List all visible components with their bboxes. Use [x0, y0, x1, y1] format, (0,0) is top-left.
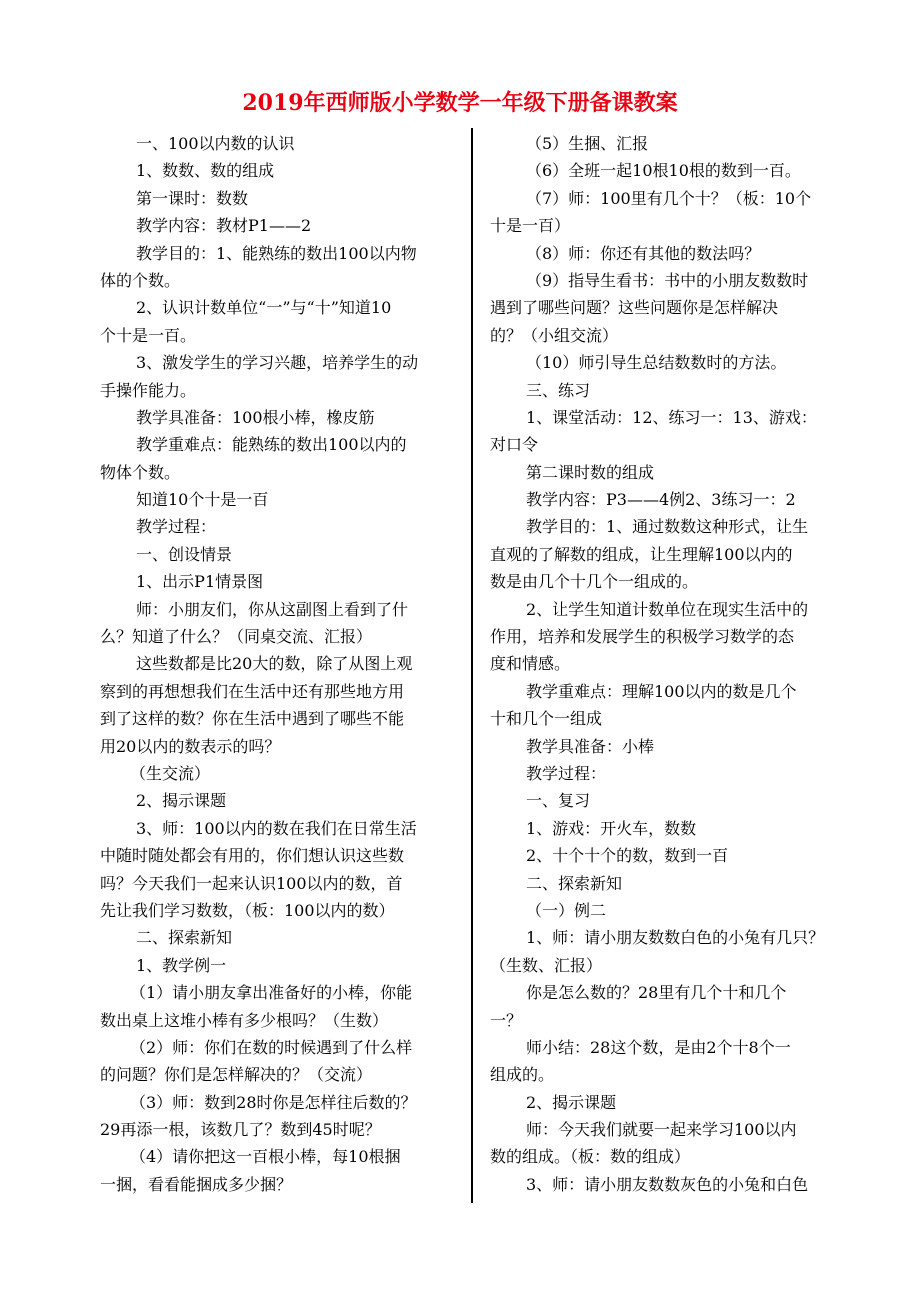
- text-line: 第二课时数的组成: [526, 462, 655, 482]
- text-line: 29再添一根，该数几了？数到45时呢？: [100, 1120, 381, 1140]
- text-line: 2、揭示课题: [526, 1092, 617, 1112]
- text-line: 教学内容：教材P1——2: [136, 216, 312, 236]
- text-line: 教学重难点：能熟练的数出100以内的: [136, 435, 407, 455]
- text-line: 1、教学例一: [136, 955, 227, 975]
- text-line: （5）生捆、汇报: [526, 134, 649, 153]
- text-line: 师小结：28这个数，是由2个十8个一: [526, 1037, 791, 1057]
- text-line: 一捆，看看能捆成多少捆？: [100, 1174, 293, 1194]
- text-line: 吗？今天我们一起来认识100以内的数，首: [100, 873, 403, 893]
- text-line: 作用，培养和发展学生的积极学习数学的态: [490, 627, 795, 647]
- text-line: （6）全班一起10根10根的数到一百。: [526, 161, 801, 181]
- text-line: 对口令: [490, 435, 539, 455]
- text-line: 三、练习: [526, 380, 591, 400]
- left-column: [100, 130, 458, 1198]
- text-line: 教学重难点：理解100以内的数是几个: [526, 681, 797, 701]
- text-line: 1、数数、数的组成: [136, 161, 275, 181]
- document-title: 2019年西师版小学数学一年级下册备课教案: [242, 90, 678, 116]
- text-line: （4）请你把这一百根小棒，每10根捆: [130, 1147, 401, 1167]
- text-line: 教学具准备：100根小棒，橡皮筋: [136, 407, 375, 427]
- text-line: 3、师：100以内的数在我们在日常生活: [136, 818, 417, 838]
- text-line: （生数、汇报）: [490, 955, 603, 975]
- text-line: 一？: [490, 1010, 523, 1030]
- text-line: 二、探索新知: [136, 928, 233, 948]
- text-line: 2、让学生知道计数单位在现实生活中的: [526, 599, 809, 619]
- text-line: 直观的了解数的组成，让生理解100以内的: [490, 544, 793, 564]
- text-line: 个十是一百。: [100, 325, 197, 345]
- text-line: 的问题？你们是怎样解决的？（交流）: [100, 1065, 373, 1085]
- text-line: 手操作能力。: [100, 380, 197, 400]
- text-line: 二、探索新知: [526, 873, 623, 893]
- text-line: 十是一百）: [490, 216, 571, 236]
- text-line: 中随时随处都会有用的，你们想认识这些数: [100, 846, 405, 866]
- text-line: 这些数都是比20大的数，除了从图上观: [136, 654, 413, 674]
- text-line: 2、认识计数单位“一”与“十”知道10: [136, 298, 392, 318]
- text-line: 一、100以内数的认识: [136, 134, 295, 153]
- text-line: 么？知道了什么？（同桌交流、汇报）: [100, 627, 373, 647]
- text-line: 师：小朋友们，你从这副图上看到了什: [136, 599, 409, 619]
- text-line: （7）师：100里有几个十？（板：10个: [526, 188, 812, 208]
- text-line: 察到的再想想我们在生活中还有那些地方用: [100, 681, 405, 701]
- text-line: 2、揭示课题: [136, 791, 227, 811]
- text-line: 遇到了哪些问题？这些问题你是怎样解决: [490, 298, 779, 318]
- text-line: （1）请小朋友拿出准备好的小棒，你能: [130, 983, 413, 1003]
- text-line: 教学目的：1、能熟练的数出100以内物: [136, 243, 417, 263]
- text-line: （生交流）: [130, 763, 211, 783]
- text-line: 3、师：请小朋友数数灰色的小兔和白色: [526, 1174, 809, 1194]
- text-line: 知道10个十是一百: [136, 490, 269, 510]
- text-line: 组成的。: [490, 1065, 555, 1085]
- text-line: 数是由几个十几个一组成的。: [490, 572, 699, 592]
- text-line: （2）师：你们在数的时候遇到了什么样: [130, 1037, 413, 1057]
- text-line: 教学过程：: [526, 763, 607, 783]
- text-line: 十和几个一组成: [490, 709, 603, 729]
- text-line: 数的组成。（板：数的组成）: [490, 1147, 691, 1167]
- text-line: （10）师引导生总结数数时的方法。: [526, 353, 787, 373]
- text-line: 2、十个十个的数，数到一百: [526, 846, 729, 866]
- text-line: （8）师：你还有其他的数法吗？: [526, 243, 761, 263]
- text-line: 体的个数。: [100, 270, 181, 290]
- text-line: （一）例二: [526, 900, 607, 920]
- text-line: 一、创设情景: [136, 544, 233, 564]
- text-line: 先让我们学习数数，（板：100以内的数）: [100, 900, 395, 920]
- right-column: [490, 130, 848, 1198]
- text-line: 的？（小组交流）: [490, 325, 619, 345]
- text-line: 3、激发学生的学习兴趣，培养学生的动: [136, 353, 419, 373]
- text-line: 用20以内的数表示的吗？: [100, 736, 281, 756]
- text-line: 1、游戏：开火车，数数: [526, 818, 697, 838]
- text-line: 教学内容：P3——4例2、3练习一：2: [526, 490, 796, 510]
- text-line: 1、师：请小朋友数数白色的小兔有几只？: [526, 928, 825, 948]
- text-line: 第一课时：数数: [136, 188, 249, 208]
- text-line: 度和情感。: [490, 654, 571, 674]
- text-line: 师：今天我们就要一起来学习100以内: [526, 1120, 797, 1140]
- text-line: 教学过程：: [136, 517, 217, 537]
- column-divider: [471, 128, 473, 1203]
- text-line: 到了这样的数？你在生活中遇到了哪些不能: [100, 709, 405, 729]
- text-line: （3）师：数到28时你是怎样往后数的？: [130, 1092, 417, 1112]
- text-line: 物体个数。: [100, 462, 181, 482]
- text-line: 数出桌上这堆小棒有多少根吗？（生数）: [100, 1010, 389, 1030]
- text-line: （9）指导生看书：书中的小朋友数数时: [526, 270, 809, 290]
- text-line: 教学具准备：小棒: [526, 736, 655, 756]
- text-line: 1、出示P1情景图: [136, 572, 264, 592]
- text-line: 教学目的：1、通过数数这种形式，让生: [526, 517, 809, 537]
- text-line: 你是怎么数的？28里有几个十和几个: [526, 983, 787, 1003]
- text-line: 一、复习: [526, 791, 591, 811]
- text-line: 1、课堂活动：12、练习一：13、游戏：: [526, 407, 817, 427]
